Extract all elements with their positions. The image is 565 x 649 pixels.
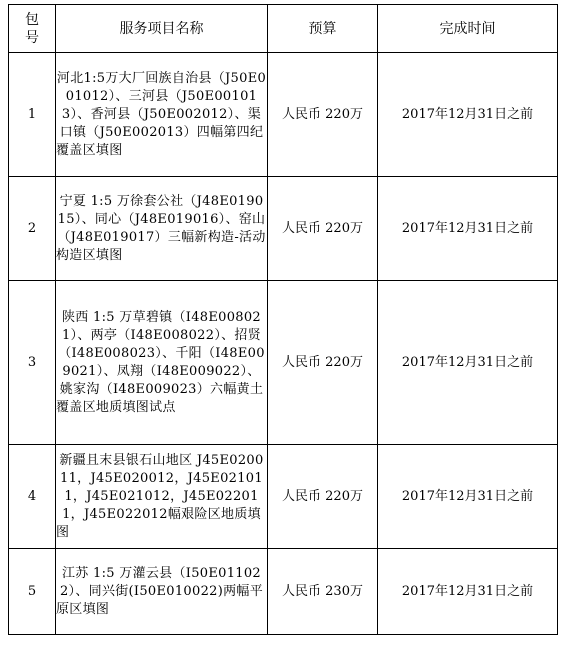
table-row <box>9 281 558 445</box>
table-row <box>9 445 558 549</box>
budget-cell: 人民币 220万 <box>268 53 378 177</box>
header-completion: 完成时间 <box>378 5 558 53</box>
budget-cell: 人民币 220万 <box>268 177 378 281</box>
header-budget: 预算 <box>268 5 378 53</box>
package-no-cell: 1 <box>9 53 56 177</box>
table-row <box>9 53 558 177</box>
service-name-cell: 陕西 1:5 万草碧镇（I48E008021）、两亭（I48E008022）、招贤（I48E008023）、千阳（I48E009021）、凤翔（I48E009022）、姚家沟（I48E009023）六幅黄土覆盖区地质填图试点 <box>56 281 268 445</box>
header-row <box>9 5 558 53</box>
service-name-cell: 江苏 1:5 万灌云县（I50E011022）、同兴街(I50E010022)两幅平原区填图 <box>56 549 268 635</box>
budget-cell: 人民币 220万 <box>268 445 378 549</box>
completion-cell: 2017年12月31日之前 <box>378 445 558 549</box>
package-no-cell: 2 <box>9 177 56 281</box>
completion-cell: 2017年12月31日之前 <box>378 281 558 445</box>
service-projects-table <box>8 4 558 635</box>
service-name-cell: 河北1:5万大厂回族自治县（J50E001012）、三河县（J50E001013）、香河县（J50E002012）、渠口镇（J50E002013）四幅第四纪覆盖区填图 <box>56 53 268 177</box>
budget-cell: 人民币 220万 <box>268 281 378 445</box>
header-package-no-top: 包 <box>25 11 39 28</box>
completion-cell: 2017年12月31日之前 <box>378 549 558 635</box>
service-name-cell: 宁夏 1:5 万徐套公社（J48E019015）、同心（J48E019016）、窑山（J48E019017）三幅新构造-活动构造区填图 <box>56 177 268 281</box>
table-row <box>9 177 558 281</box>
package-no-cell: 4 <box>9 445 56 549</box>
completion-cell: 2017年12月31日之前 <box>378 177 558 281</box>
completion-cell: 2017年12月31日之前 <box>378 53 558 177</box>
package-no-cell: 3 <box>9 281 56 445</box>
package-no-cell: 5 <box>9 549 56 635</box>
header-service-name: 服务项目名称 <box>56 5 268 53</box>
service-name-cell: 新疆且末县银石山地区 J45E020011，J45E020012，J45E021011，J45E021012，J45E022011，J45E022012幅艰险区地质填图 <box>56 445 268 549</box>
table-row <box>9 549 558 635</box>
header-package-no-bottom: 号 <box>25 29 39 46</box>
header-package-no <box>9 5 56 53</box>
budget-cell: 人民币 230万 <box>268 549 378 635</box>
